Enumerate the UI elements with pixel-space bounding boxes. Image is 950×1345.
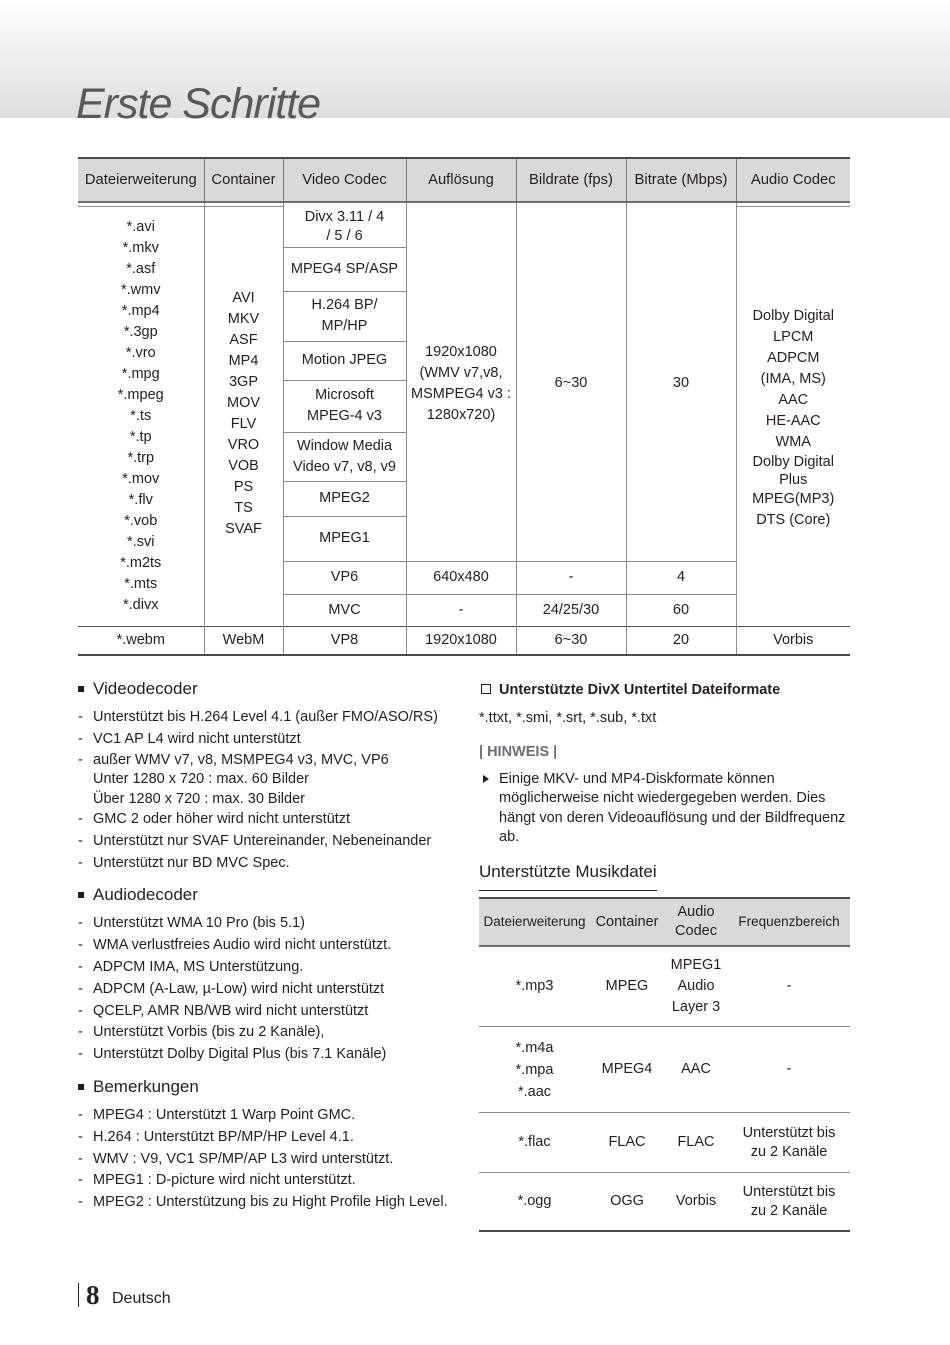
square-bullet-icon (78, 1084, 84, 1090)
bitrate-cell: 20 (626, 626, 736, 655)
table-row: *.m4a *.mpa *.aac MPEG4 AAC - (479, 1027, 850, 1113)
right-column (479, 677, 851, 891)
list-item: - H.264 : Unterstützt BP/MP/HP Level 4.1. (78, 1128, 354, 1145)
table-row: *.flac FLAC FLAC Unterstützt bis zu 2 Kanäle (479, 1113, 850, 1173)
video-codec-cell: H.264 BP/ MP/HP (283, 291, 406, 341)
resolution-cell: 640x480 (406, 561, 516, 594)
header-cell: Audio Codec (664, 898, 728, 946)
header-cell: Audio Codec (736, 158, 850, 202)
header-cell: Bitrate (Mbps) (626, 158, 736, 202)
list-item: - QCELP, AMR NB/WB wird nicht unterstützt (78, 1002, 369, 1019)
table-row (78, 626, 850, 655)
list-item: - WMA verlustfreies Audio wird nicht unterstützt. (78, 937, 392, 954)
audio-codecs-cell: Dolby Digital LPCM ADPCM (IMA, MS) AAC HE-AAC WMA Dolby Digital Plus MPEG(MP3) DTS (Core) (736, 207, 850, 627)
section-title-videodecoder: Videodecoder (78, 677, 468, 701)
audio-codec-cell: Vorbis (736, 626, 850, 655)
resolution-cell: - (406, 594, 516, 626)
note-text: Einige MKV- und MP4-Diskformate können möglicherweise nicht wiedergegeben werden. Dies hängt von deren Videoauflösung und der Bildfrequenz ab. (479, 770, 851, 847)
framerate-cell: 6~30 (516, 626, 626, 655)
list-item: - Unterstützt bis H.264 Level 4.1 (außer FMO/ASO/RS) (78, 709, 438, 725)
header-cell: Dateierweiterung (78, 158, 204, 202)
framerate-cell: - (516, 561, 626, 594)
header-cell: Video Codec (283, 158, 406, 202)
list-item: - MPEG1 : D-picture wird nicht unterstützt. (78, 1172, 356, 1189)
list-item: - VC1 AP L4 wird nicht unterstützt (78, 730, 301, 747)
note-label: | HINWEIS | (479, 744, 558, 760)
resolution-cell: 1920x1080 (406, 626, 516, 655)
list-item: - GMC 2 oder höher wird nicht unterstützt (78, 811, 351, 828)
video-codec-cell: Window Media Video v7, v8, v9 (283, 432, 406, 481)
video-codec-cell: VP8 (283, 626, 406, 655)
list-item: - ADPCM (A-Law, µ-Low) wird nicht unterstützt (78, 980, 385, 997)
triangle-bullet-icon (483, 775, 489, 783)
list-item: - ADPCM IMA, MS Unterstützung. (78, 959, 304, 976)
video-codec-cell: MPEG1 (283, 516, 406, 561)
header-cell: Bildrate (fps) (516, 158, 626, 202)
video-codec-cell: Microsoft MPEG-4 v3 (283, 380, 406, 432)
divx-subtitle-formats: *.ttxt, *.smi, *.srt, *.sub, *.txt (479, 710, 657, 726)
videodecoder-list (78, 707, 468, 874)
audiodecoder-list (78, 913, 468, 1066)
table-header-row (78, 158, 850, 202)
video-codec-cell: Motion JPEG (283, 341, 406, 380)
video-codec-cell: MVC (283, 594, 406, 626)
header-cell: Frequenzbereich (728, 898, 850, 946)
list-item: - Unterstützt WMA 10 Pro (bis 5.1) (78, 915, 305, 932)
framerate-cell: 24/25/30 (516, 594, 626, 626)
framerate-cell: 6~30 (516, 207, 626, 562)
video-codec-cell: VP6 (283, 561, 406, 594)
header-cell: Container (590, 898, 664, 946)
extension-cell: *.webm (78, 626, 204, 655)
video-codec-cell: MPEG2 (283, 481, 406, 516)
section-title-bemerkungen: Bemerkungen (78, 1075, 468, 1099)
container-cell: WebM (204, 626, 283, 655)
footer-divider (78, 1283, 79, 1307)
resolution-cell: 1920x1080 (WMV v7,v8, MSMPEG4 v3 : 1280x720) (406, 207, 516, 562)
bemerkungen-list (78, 1105, 468, 1214)
checkbox-square-icon (481, 684, 491, 694)
containers-cell: AVI MKV ASF MP4 3GP MOV FLV VRO VOB PS TS SVAF (204, 207, 283, 627)
header-cell: Dateierweiterung (479, 898, 590, 946)
header-cell: Container (204, 158, 283, 202)
table-header-row (479, 898, 850, 946)
bitrate-cell: 60 (626, 594, 736, 626)
bitrate-cell: 4 (626, 561, 736, 594)
video-format-table (78, 157, 850, 656)
list-item: - MPEG4 : Unterstützt 1 Warp Point GMC. (78, 1107, 356, 1124)
list-item: - Unterstützt Dolby Digital Plus (bis 7.1 Kanäle) (78, 1046, 387, 1063)
table-row: *.mp3 MPEG MPEG1 Audio Layer 3 - (515, 957, 792, 1015)
list-item: - außer WMV v7, v8, MSMPEG4 v3, MVC, VP6 Unter 1280 x 720 : max. 60 Bilder Über 1280 x 720 : max. 30 Bilder (78, 751, 389, 807)
list-item: - WMV : V9, VC1 SP/MP/AP L3 wird unterstützt. (78, 1150, 394, 1167)
divx-subtitle-heading: Unterstützte DivX Untertitel Dateiformate (479, 680, 851, 700)
square-bullet-icon (78, 892, 84, 898)
list-item: - Unterstützt nur SVAF Untereinander, Nebeneinander (78, 832, 432, 849)
list-item: - MPEG2 : Unterstützung bis zu Hight Profile High Level. (78, 1194, 448, 1211)
page-title: Erste Schritte (76, 80, 321, 128)
extensions-cell: *.avi *.mkv *.asf *.wmv *.mp4 *.3gp *.vro *.mpg *.mpeg *.ts *.tp *.trp *.mov *.flv *.vob *.svi *.m2ts *.mts *.divx (78, 207, 204, 627)
page-number: 8 (86, 1280, 100, 1310)
list-item: - Unterstützt Vorbis (bis zu 2 Kanäle), (78, 1024, 325, 1041)
video-codec-cell: MPEG4 SP/ASP (283, 247, 406, 291)
list-item: - Unterstützt nur BD MVC Spec. (78, 854, 290, 871)
table-row: *.ogg OGG Vorbis Unterstützt bis zu 2 Kanäle (479, 1173, 850, 1232)
table-row (78, 207, 850, 248)
left-column (78, 677, 468, 1223)
section-title-audiodecoder: Audiodecoder (78, 883, 468, 907)
square-bullet-icon (78, 686, 84, 692)
music-format-table (479, 897, 850, 1232)
language-label: Deutsch (112, 1290, 171, 1307)
video-codec-cell: Divx 3.11 / 4 / 5 / 6 (283, 207, 406, 248)
bitrate-cell: 30 (626, 207, 736, 562)
music-section-title: Unterstützte Musikdatei (479, 860, 657, 891)
header-cell: Auflösung (406, 158, 516, 202)
